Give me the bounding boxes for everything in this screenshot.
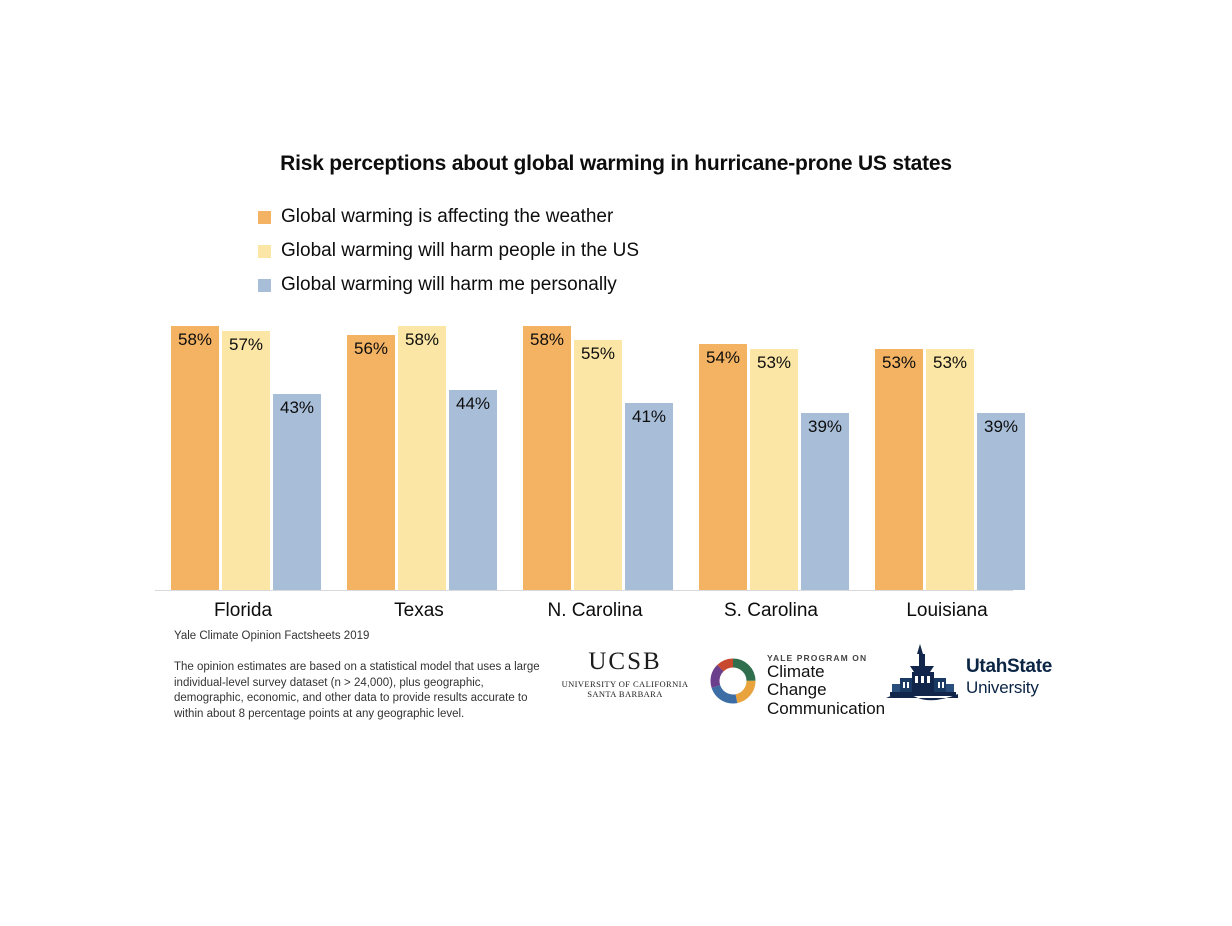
bar-group [507,300,683,590]
legend-item-2 [258,268,639,302]
x-axis-label: N. Carolina [547,600,643,621]
bar [574,300,622,590]
bar-rect [398,326,446,590]
yale-line2: Communication [767,698,886,718]
bar [801,300,849,590]
bar-group [683,300,859,590]
bar-rect [171,326,219,590]
bar-group [331,300,507,590]
bar-rect [875,349,923,590]
bar [347,300,395,590]
bar-rect [750,349,798,590]
utah-state-logo [886,640,1056,710]
bar-value-label: 53% [932,352,968,372]
bar-rect [926,349,974,590]
legend-item-0 [258,200,639,234]
bar-value-label: 53% [756,352,792,372]
bar-value-label: 39% [807,416,843,436]
x-axis-label: Louisiana [906,600,988,621]
bar-rect [699,344,747,590]
bar-value-label: 57% [228,334,264,354]
chart-legend [258,200,639,302]
old-main-building-icon [886,640,966,706]
bar-rect [625,403,673,590]
bar [222,300,270,590]
bar-value-label: 55% [580,343,616,363]
source-note: Yale Climate Opinion Factsheets 2019 [174,630,370,642]
ucsb-line2: SANTA BARBARA [587,689,663,699]
legend-label: Global warming will harm me personally [281,274,617,295]
bar-rect [523,326,571,590]
x-axis-line [155,590,1013,591]
legend-label: Global warming will harm people in the US [281,240,639,261]
x-axis-label: S. Carolina [724,600,818,621]
legend-swatch-icon [258,211,271,224]
chart-title: Risk perceptions about global warming in hurricane-prone US states [280,152,952,175]
yale-line1: Climate Change [767,662,827,700]
bar-value-label: 58% [529,330,565,350]
legend-item-1 [258,234,639,268]
bar-rect [347,335,395,590]
bar-value-label: 41% [631,407,667,427]
bar-value-label: 58% [404,330,440,350]
yale-program-eyebrow: YALE PROGRAM ON [767,653,868,663]
bar-rect [273,394,321,590]
bar [926,300,974,590]
ucsb-line1: UNIVERSITY OF CALIFORNIA [561,679,689,689]
bar [625,300,673,590]
bar-rect [449,390,497,590]
bar [977,300,1025,590]
bar-rect [222,331,270,590]
bar [398,300,446,590]
legend-swatch-icon [258,245,271,258]
bar [171,300,219,590]
bar-value-label: 44% [455,393,491,413]
bar-rect [977,413,1025,590]
x-axis-label: Florida [213,600,273,621]
bar-value-label: 53% [881,352,917,372]
legend-label: Global warming is affecting the weather [281,206,614,227]
bar-rect [801,413,849,590]
methodology-note: The opinion estimates are based on a statistical model that uses a large individual-level survey dataset (n > 24,000), plus geographic, demographic, economic, and other data to provide results accurate to within about 8 percentage points at any geographic level. [174,661,540,720]
x-axis-label: Texas [394,600,444,621]
bar [273,300,321,590]
bar-group [155,300,331,590]
bar [875,300,923,590]
bar [449,300,497,590]
bar-value-label: 43% [279,398,315,418]
usu-line1: UtahState [966,656,1052,677]
ucsb-logo [560,648,690,699]
ucsb-wordmark: UCSB [588,648,662,675]
yale-logo-text [767,653,885,718]
bar [699,300,747,590]
bar-group [859,300,1035,590]
bar-value-label: 56% [353,339,389,359]
bar-value-label: 58% [177,330,213,350]
bar [750,300,798,590]
usu-line2: University [966,678,1039,697]
bar-value-label: 54% [705,348,741,368]
legend-swatch-icon [258,279,271,292]
donut-ring-icon [707,655,759,707]
usu-logo-text [966,656,1052,698]
plot-area [155,300,1019,590]
bar [523,300,571,590]
bar-rect [574,340,622,590]
bar-value-label: 39% [983,416,1019,436]
